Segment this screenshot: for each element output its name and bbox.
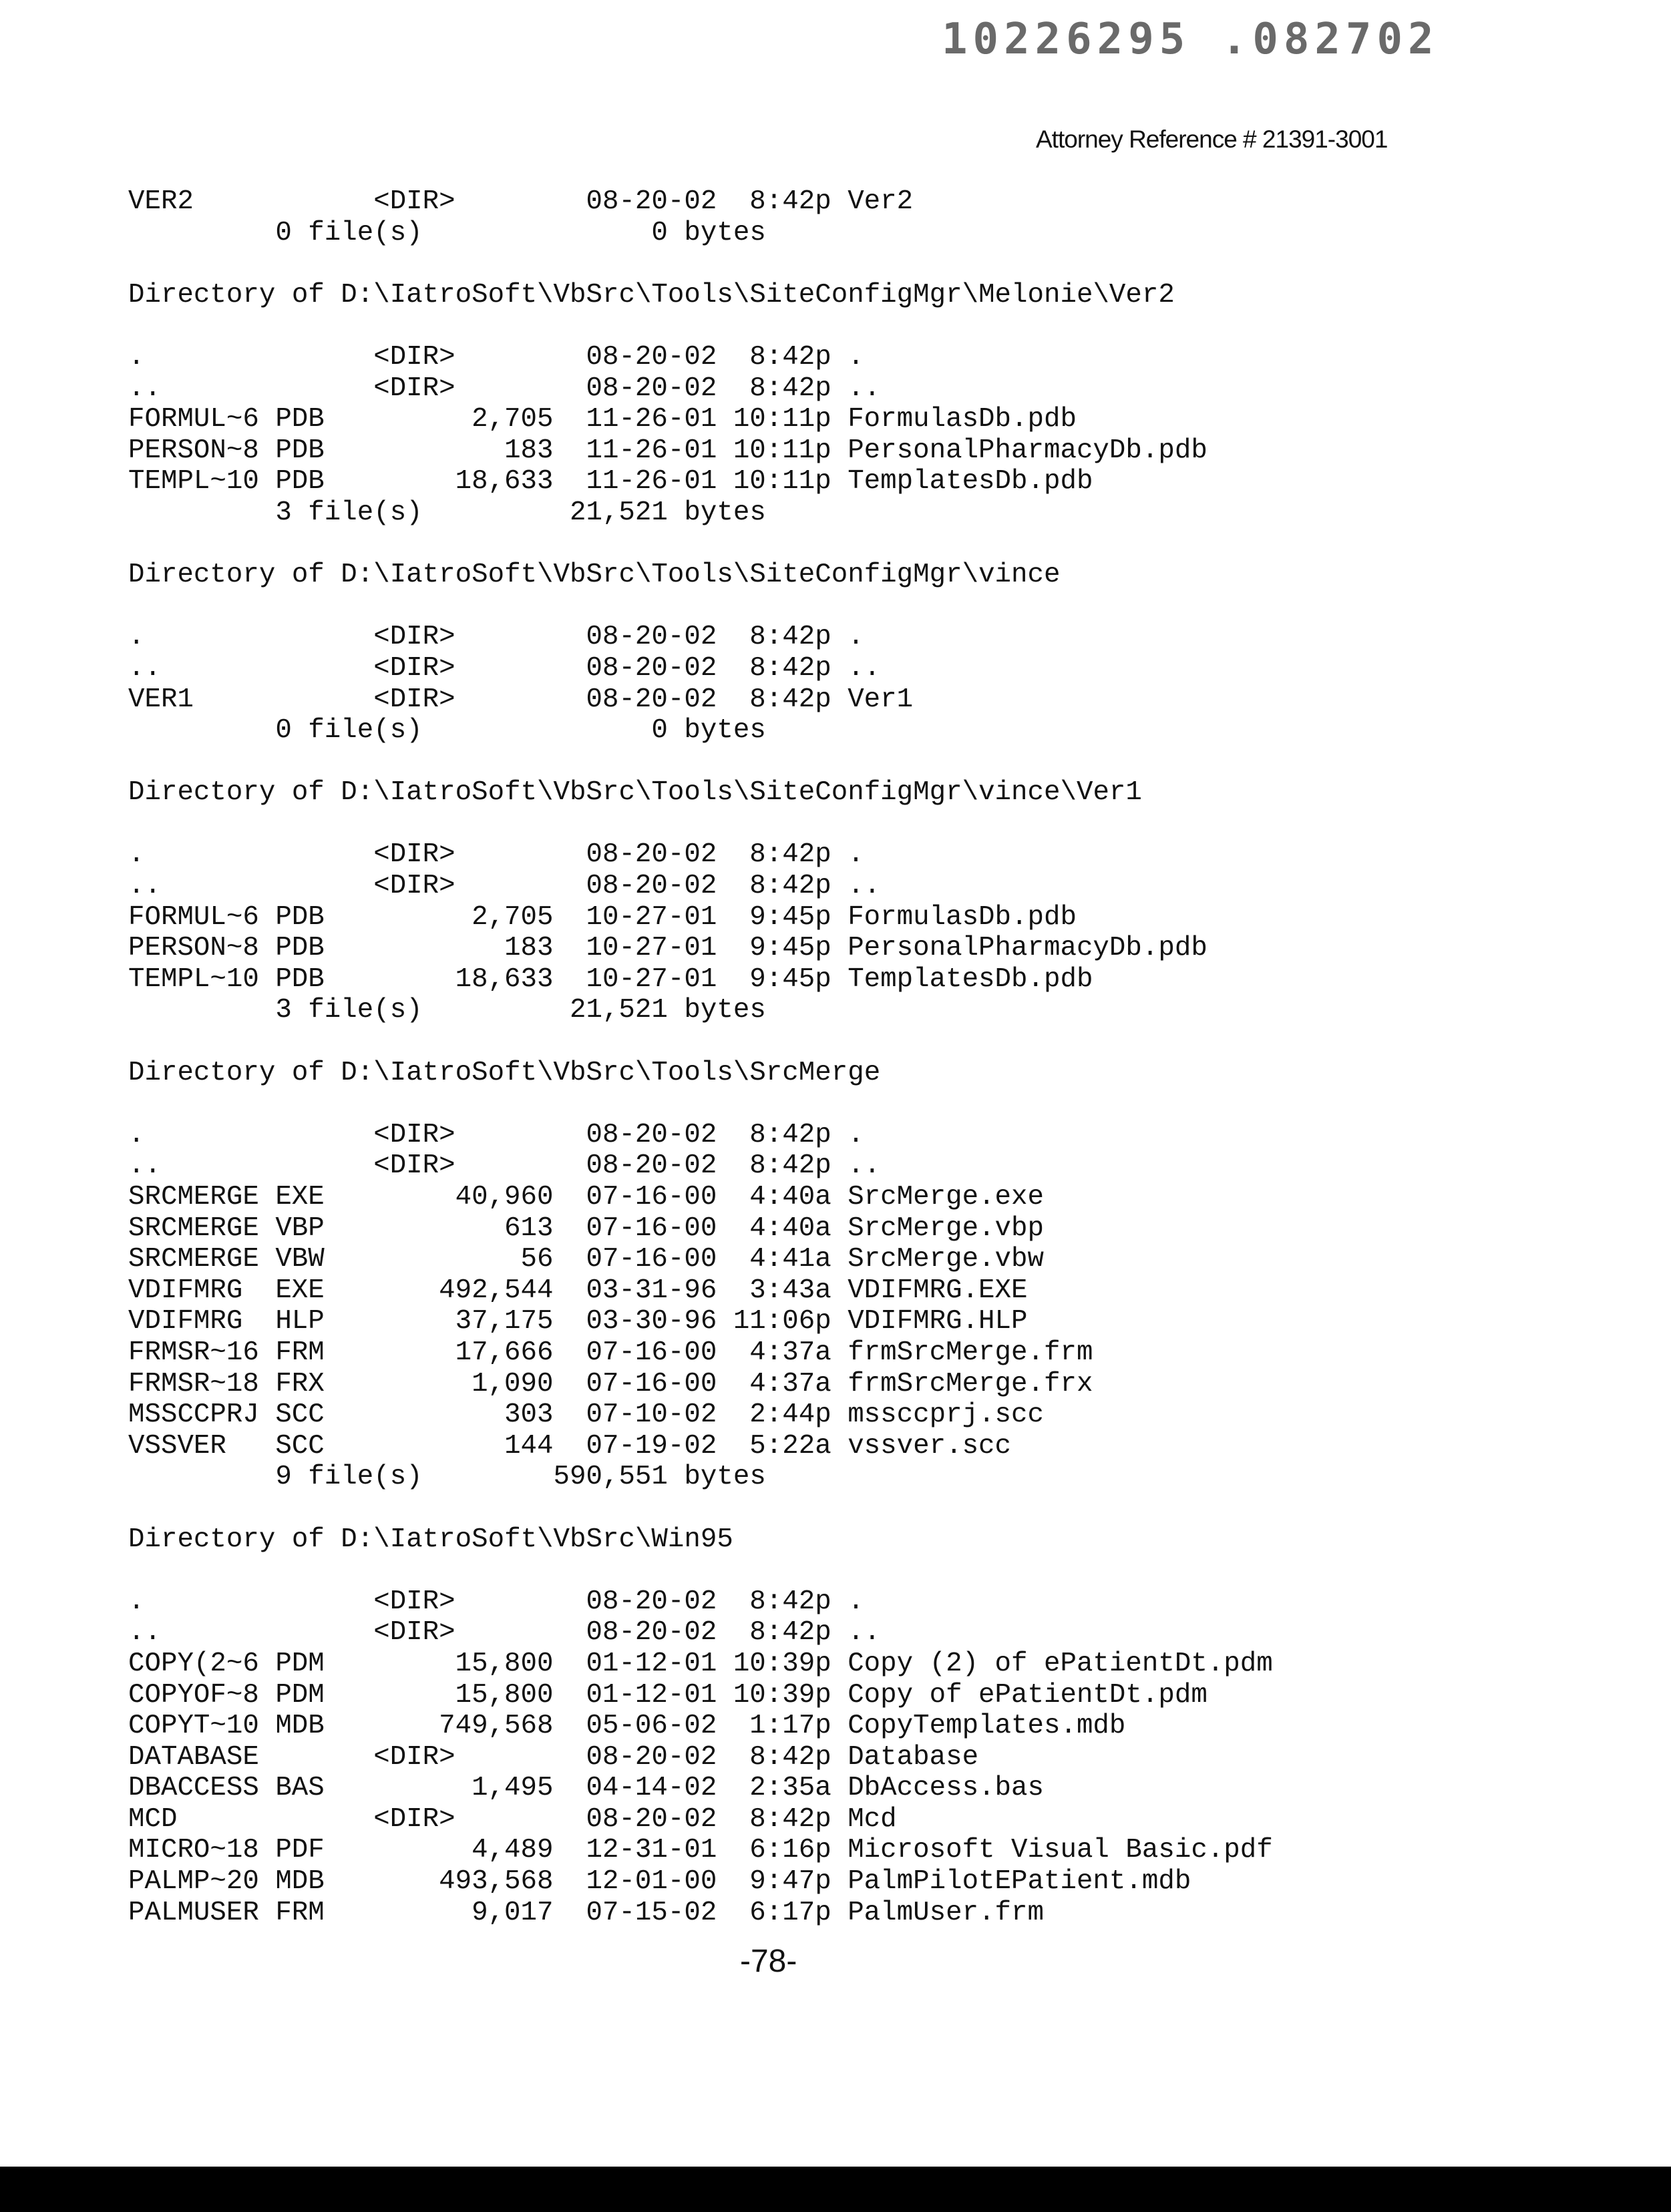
extension: PDB: [275, 964, 324, 996]
long-name: Ver1: [848, 684, 913, 716]
short-name: MCD: [128, 1804, 177, 1835]
file-time: 6:16p: [733, 1835, 831, 1866]
short-name: DATABASE: [128, 1742, 259, 1773]
long-name: frmSrcMerge.frm: [848, 1337, 1093, 1369]
long-name: ..: [848, 871, 880, 902]
file-size: 749,568: [373, 1711, 553, 1742]
file-time: 4:40a: [733, 1213, 831, 1245]
file-time: 5:22a: [733, 1431, 831, 1462]
extension: FRM: [275, 1337, 324, 1369]
bytes-unit: bytes: [684, 715, 765, 746]
file-date: 01-12-01: [586, 1648, 717, 1680]
short-name: MICRO~18: [128, 1835, 259, 1866]
file-size: 2,705: [373, 404, 553, 435]
file-date: 08-20-02: [586, 1742, 717, 1773]
long-name: SrcMerge.vbw: [848, 1244, 1044, 1275]
file-time: 2:35a: [733, 1773, 831, 1804]
short-name: FRMSR~18: [128, 1369, 259, 1400]
total-bytes: 0: [472, 715, 668, 746]
long-name: vssver.scc: [848, 1431, 1011, 1462]
file-time: 8:42p: [733, 1586, 831, 1618]
file-date: 07-16-00: [586, 1213, 717, 1245]
file-time: 6:17p: [733, 1898, 831, 1929]
file-date: 07-16-00: [586, 1182, 717, 1213]
long-name: Mcd: [848, 1804, 896, 1835]
short-name: FRMSR~16: [128, 1337, 259, 1369]
file-size: 18,633: [373, 964, 553, 996]
file-date: 10-27-01: [586, 964, 717, 996]
extension: SCC: [275, 1431, 324, 1462]
file-time: 10:39p: [733, 1680, 831, 1711]
short-name: .: [128, 622, 144, 653]
long-name: Copy (2) of ePatientDt.pdm: [848, 1648, 1273, 1680]
extension: PDF: [275, 1835, 324, 1866]
bytes-unit: bytes: [684, 1462, 765, 1493]
long-name: ..: [848, 1617, 880, 1648]
file-count: 3 file(s): [275, 497, 422, 529]
dir-marker: <DIR>: [373, 186, 455, 218]
short-name: DBACCESS: [128, 1773, 259, 1804]
file-time: 4:40a: [733, 1182, 831, 1213]
short-name: ..: [128, 1150, 161, 1182]
dir-marker: <DIR>: [373, 1150, 455, 1182]
file-time: 2:44p: [733, 1399, 831, 1431]
long-name: PalmPilotEPatient.mdb: [848, 1866, 1191, 1898]
file-date: 08-20-02: [586, 1150, 717, 1182]
file-date: 08-20-02: [586, 622, 717, 653]
short-name: COPYT~10: [128, 1711, 259, 1742]
extension: VBP: [275, 1213, 324, 1245]
file-size: 1,090: [373, 1369, 553, 1400]
long-name: PersonalPharmacyDb.pdb: [848, 933, 1208, 964]
file-date: 08-20-02: [586, 871, 717, 902]
file-date: 11-26-01: [586, 404, 717, 435]
long-name: CopyTemplates.mdb: [848, 1711, 1125, 1742]
dir-marker: <DIR>: [373, 839, 455, 871]
long-name: .: [848, 342, 864, 373]
extension: HLP: [275, 1306, 324, 1337]
file-size: 9,017: [373, 1898, 553, 1929]
file-count: 0 file(s): [275, 218, 422, 249]
long-name: SrcMerge.exe: [848, 1182, 1044, 1213]
file-date: 07-15-02: [586, 1898, 717, 1929]
short-name: VER1: [128, 684, 194, 716]
extension: PDB: [275, 902, 324, 933]
long-name: .: [848, 1586, 864, 1618]
file-date: 08-20-02: [586, 342, 717, 373]
extension: PDM: [275, 1648, 324, 1680]
file-size: 144: [373, 1431, 553, 1462]
page-number: -78-: [740, 1943, 797, 1980]
bytes-unit: bytes: [684, 218, 765, 249]
short-name: FORMUL~6: [128, 404, 259, 435]
long-name: DbAccess.bas: [848, 1773, 1044, 1804]
dir-marker: <DIR>: [373, 653, 455, 684]
long-name: Microsoft Visual Basic.pdf: [848, 1835, 1273, 1866]
short-name: FORMUL~6: [128, 902, 259, 933]
file-size: 15,800: [373, 1680, 553, 1711]
short-name: PALMP~20: [128, 1866, 259, 1898]
file-size: 15,800: [373, 1648, 553, 1680]
extension: FRM: [275, 1898, 324, 1929]
long-name: Copy of ePatientDt.pdm: [848, 1680, 1208, 1711]
long-name: frmSrcMerge.frx: [848, 1369, 1093, 1400]
file-date: 03-31-96: [586, 1275, 717, 1307]
file-time: 8:42p: [733, 684, 831, 716]
extension: EXE: [275, 1275, 324, 1307]
file-date: 08-20-02: [586, 839, 717, 871]
total-bytes: 21,521: [472, 497, 668, 529]
file-date: 01-12-01: [586, 1680, 717, 1711]
file-date: 10-27-01: [586, 902, 717, 933]
file-time: 1:17p: [733, 1711, 831, 1742]
short-name: .: [128, 342, 144, 373]
short-name: VER2: [128, 186, 194, 218]
bytes-unit: bytes: [684, 497, 765, 529]
extension: FRX: [275, 1369, 324, 1400]
total-bytes: 21,521: [472, 995, 668, 1026]
directory-path: Directory of D:\IatroSoft\VbSrc\Win95: [128, 1524, 733, 1556]
long-name: TemplatesDb.pdb: [848, 466, 1093, 497]
file-size: 183: [373, 933, 553, 964]
file-count: 9 file(s): [275, 1462, 422, 1493]
file-count: 0 file(s): [275, 715, 422, 746]
file-size: 1,495: [373, 1773, 553, 1804]
file-time: 8:42p: [733, 839, 831, 871]
short-name: PALMUSER: [128, 1898, 259, 1929]
file-date: 08-20-02: [586, 1120, 717, 1151]
file-time: 10:11p: [733, 466, 831, 497]
file-size: 17,666: [373, 1337, 553, 1369]
dir-marker: <DIR>: [373, 342, 455, 373]
long-name: FormulasDb.pdb: [848, 404, 1077, 435]
file-time: 3:43a: [733, 1275, 831, 1307]
file-date: 08-20-02: [586, 1617, 717, 1648]
long-name: VDIFMRG.HLP: [848, 1306, 1027, 1337]
file-size: 37,175: [373, 1306, 553, 1337]
file-size: 40,960: [373, 1182, 553, 1213]
directory-path: Directory of D:\IatroSoft\VbSrc\Tools\SiteConfigMgr\vince\Ver1: [128, 777, 1142, 809]
file-time: 8:42p: [733, 871, 831, 902]
extension: PDB: [275, 933, 324, 964]
dir-marker: <DIR>: [373, 1804, 455, 1835]
extension: PDB: [275, 466, 324, 497]
file-time: 8:42p: [733, 342, 831, 373]
extension: BAS: [275, 1773, 324, 1804]
file-date: 11-26-01: [586, 435, 717, 467]
file-date: 08-20-02: [586, 684, 717, 716]
short-name: TEMPL~10: [128, 964, 259, 996]
extension: VBW: [275, 1244, 324, 1275]
long-name: ..: [848, 1150, 880, 1182]
long-name: Ver2: [848, 186, 913, 218]
file-size: 493,568: [373, 1866, 553, 1898]
long-name: SrcMerge.vbp: [848, 1213, 1044, 1245]
short-name: VSSVER: [128, 1431, 226, 1462]
total-bytes: 590,551: [472, 1462, 668, 1493]
file-date: 08-20-02: [586, 1804, 717, 1835]
file-date: 07-16-00: [586, 1337, 717, 1369]
short-name: PERSON~8: [128, 933, 259, 964]
file-date: 07-19-02: [586, 1431, 717, 1462]
short-name: ..: [128, 871, 161, 902]
long-name: mssccprj.scc: [848, 1399, 1044, 1431]
bytes-unit: bytes: [684, 995, 765, 1026]
long-name: PersonalPharmacyDb.pdb: [848, 435, 1208, 467]
scan-border-bar: [0, 2167, 1671, 2212]
extension: EXE: [275, 1182, 324, 1213]
document-stamp: 10226295 .082702: [942, 15, 1439, 64]
file-date: 05-06-02: [586, 1711, 717, 1742]
short-name: SRCMERGE: [128, 1182, 259, 1213]
long-name: .: [848, 622, 864, 653]
file-date: 10-27-01: [586, 933, 717, 964]
file-date: 12-01-00: [586, 1866, 717, 1898]
long-name: Database: [848, 1742, 978, 1773]
file-time: 10:11p: [733, 404, 831, 435]
extension: PDB: [275, 435, 324, 467]
file-date: 08-20-02: [586, 653, 717, 684]
dir-marker: <DIR>: [373, 1742, 455, 1773]
dir-marker: <DIR>: [373, 1617, 455, 1648]
file-size: 183: [373, 435, 553, 467]
file-size: 2,705: [373, 902, 553, 933]
file-time: 8:42p: [733, 186, 831, 218]
short-name: .: [128, 1586, 144, 1618]
file-date: 03-30-96: [586, 1306, 717, 1337]
dir-marker: <DIR>: [373, 1120, 455, 1151]
file-date: 07-16-00: [586, 1369, 717, 1400]
directory-path: Directory of D:\IatroSoft\VbSrc\Tools\SiteConfigMgr\Melonie\Ver2: [128, 280, 1175, 311]
dir-marker: <DIR>: [373, 373, 455, 405]
file-size: 56: [373, 1244, 553, 1275]
file-size: 303: [373, 1399, 553, 1431]
long-name: PalmUser.frm: [848, 1898, 1044, 1929]
short-name: SRCMERGE: [128, 1213, 259, 1245]
file-date: 08-20-02: [586, 373, 717, 405]
short-name: .: [128, 1120, 144, 1151]
short-name: SRCMERGE: [128, 1244, 259, 1275]
extension: PDB: [275, 404, 324, 435]
file-size: 613: [373, 1213, 553, 1245]
long-name: ..: [848, 653, 880, 684]
short-name: VDIFMRG: [128, 1275, 242, 1307]
file-count: 3 file(s): [275, 995, 422, 1026]
file-time: 8:42p: [733, 1742, 831, 1773]
attorney-reference: Attorney Reference # 21391-3001: [1036, 126, 1387, 154]
file-date: 12-31-01: [586, 1835, 717, 1866]
file-date: 07-16-00: [586, 1244, 717, 1275]
file-date: 08-20-02: [586, 1586, 717, 1618]
directory-path: Directory of D:\IatroSoft\VbSrc\Tools\SiteConfigMgr\vince: [128, 560, 1060, 591]
file-date: 04-14-02: [586, 1773, 717, 1804]
file-time: 10:39p: [733, 1648, 831, 1680]
short-name: COPY(2~6: [128, 1648, 259, 1680]
file-time: 8:42p: [733, 622, 831, 653]
dir-marker: <DIR>: [373, 1586, 455, 1618]
long-name: ..: [848, 373, 880, 405]
directory-path: Directory of D:\IatroSoft\VbSrc\Tools\SrcMerge: [128, 1058, 880, 1089]
file-size: 4,489: [373, 1835, 553, 1866]
short-name: TEMPL~10: [128, 466, 259, 497]
file-time: 11:06p: [733, 1306, 831, 1337]
file-time: 4:37a: [733, 1337, 831, 1369]
short-name: ..: [128, 373, 161, 405]
extension: MDB: [275, 1866, 324, 1898]
total-bytes: 0: [472, 218, 668, 249]
dir-marker: <DIR>: [373, 622, 455, 653]
short-name: ..: [128, 1617, 161, 1648]
file-time: 4:37a: [733, 1369, 831, 1400]
file-time: 9:47p: [733, 1866, 831, 1898]
dir-marker: <DIR>: [373, 871, 455, 902]
long-name: TemplatesDb.pdb: [848, 964, 1093, 996]
long-name: .: [848, 839, 864, 871]
file-size: 18,633: [373, 466, 553, 497]
file-time: 8:42p: [733, 1150, 831, 1182]
file-date: 07-10-02: [586, 1399, 717, 1431]
long-name: FormulasDb.pdb: [848, 902, 1077, 933]
dir-marker: <DIR>: [373, 684, 455, 716]
extension: MDB: [275, 1711, 324, 1742]
short-name: PERSON~8: [128, 435, 259, 467]
file-time: 9:45p: [733, 933, 831, 964]
file-time: 8:42p: [733, 1804, 831, 1835]
short-name: .: [128, 839, 144, 871]
file-time: 9:45p: [733, 964, 831, 996]
file-time: 9:45p: [733, 902, 831, 933]
file-time: 8:42p: [733, 1120, 831, 1151]
file-time: 10:11p: [733, 435, 831, 467]
long-name: .: [848, 1120, 864, 1151]
short-name: VDIFMRG: [128, 1306, 242, 1337]
long-name: VDIFMRG.EXE: [848, 1275, 1027, 1307]
file-time: 8:42p: [733, 1617, 831, 1648]
short-name: ..: [128, 653, 161, 684]
file-time: 8:42p: [733, 653, 831, 684]
extension: SCC: [275, 1399, 324, 1431]
extension: PDM: [275, 1680, 324, 1711]
short-name: COPYOF~8: [128, 1680, 259, 1711]
file-time: 4:41a: [733, 1244, 831, 1275]
short-name: MSSCCPRJ: [128, 1399, 259, 1431]
file-date: 11-26-01: [586, 466, 717, 497]
file-date: 08-20-02: [586, 186, 717, 218]
file-time: 8:42p: [733, 373, 831, 405]
file-size: 492,544: [373, 1275, 553, 1307]
